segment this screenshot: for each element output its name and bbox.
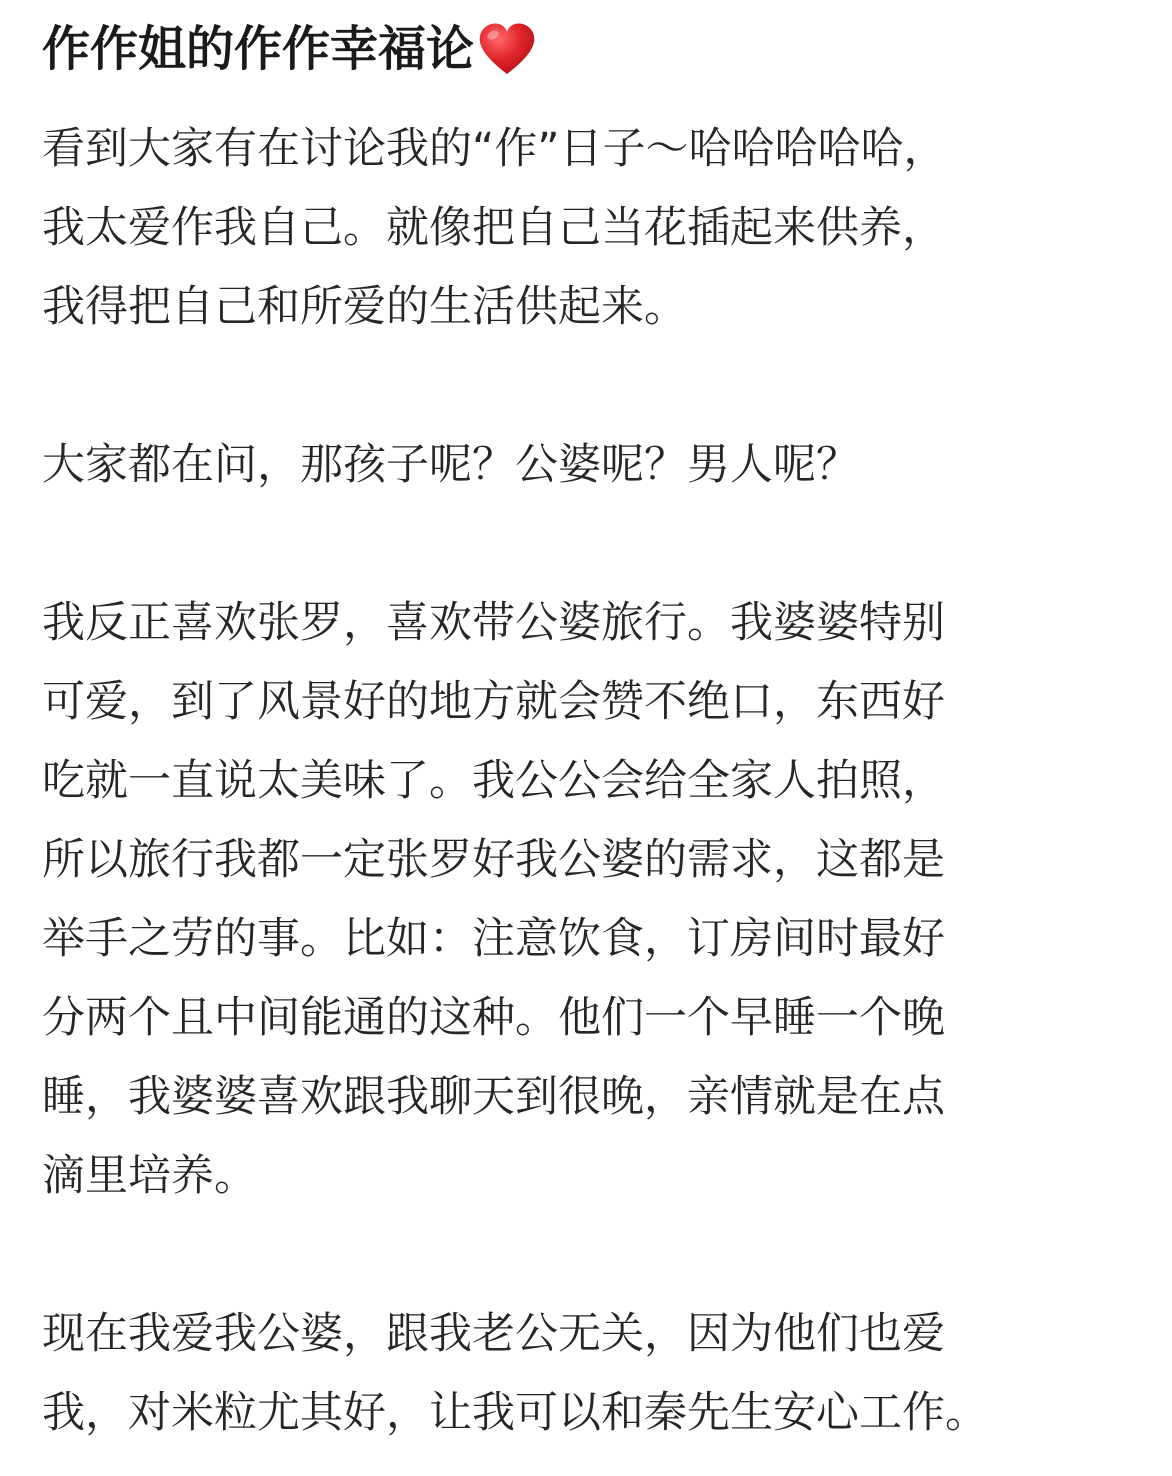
post-content [42, 14, 1152, 1453]
paragraph-intro [42, 110, 1152, 347]
text-line: 睡，我婆婆喜欢跟我聊天到很晚，亲情就是在点 [42, 1072, 945, 1122]
text-line: 所以旅行我都一定张罗好我公婆的需求，这都是 [42, 835, 945, 885]
red-heart-icon [476, 18, 538, 80]
post-title-row [42, 14, 1152, 84]
paragraph-questions [42, 426, 1152, 505]
text-line: 大家都在问，那孩子呢？公婆呢？男人呢？ [42, 440, 859, 490]
text-line: 举手之劳的事。比如：注意饮食，订房间时最好 [42, 914, 945, 964]
paragraph-conclusion [42, 1295, 1152, 1453]
paragraph-spacer [42, 347, 1152, 426]
paragraph-spacer [42, 505, 1152, 584]
text-line: 现在我爱我公婆，跟我老公无关，因为他们也爱 [42, 1309, 945, 1359]
post-title: 作作姐的作作幸福论 [42, 21, 475, 77]
text-line: 我，对米粒尤其好，让我可以和秦先生安心工作。 [42, 1388, 988, 1438]
text-line: 分两个且中间能通的这种。他们一个早睡一个晚 [42, 993, 945, 1043]
text-line: 看到大家有在讨论我的“作”日子～哈哈哈哈哈， [42, 124, 947, 174]
paragraph-spacer [42, 1216, 1152, 1295]
text-line: 我反正喜欢张罗，喜欢带公婆旅行。我婆婆特别 [42, 598, 945, 648]
text-line: 滴里培养。 [42, 1151, 257, 1201]
text-line: 可爱，到了风景好的地方就会赞不绝口，东西好 [42, 677, 945, 727]
paragraph-travel [42, 584, 1152, 1216]
text-line: 我得把自己和所爱的生活供起来。 [42, 282, 687, 332]
text-line: 我太爱作我自己。就像把自己当花插起来供养， [42, 203, 945, 253]
text-line: 吃就一直说太美味了。我公公会给全家人拍照， [42, 756, 945, 806]
